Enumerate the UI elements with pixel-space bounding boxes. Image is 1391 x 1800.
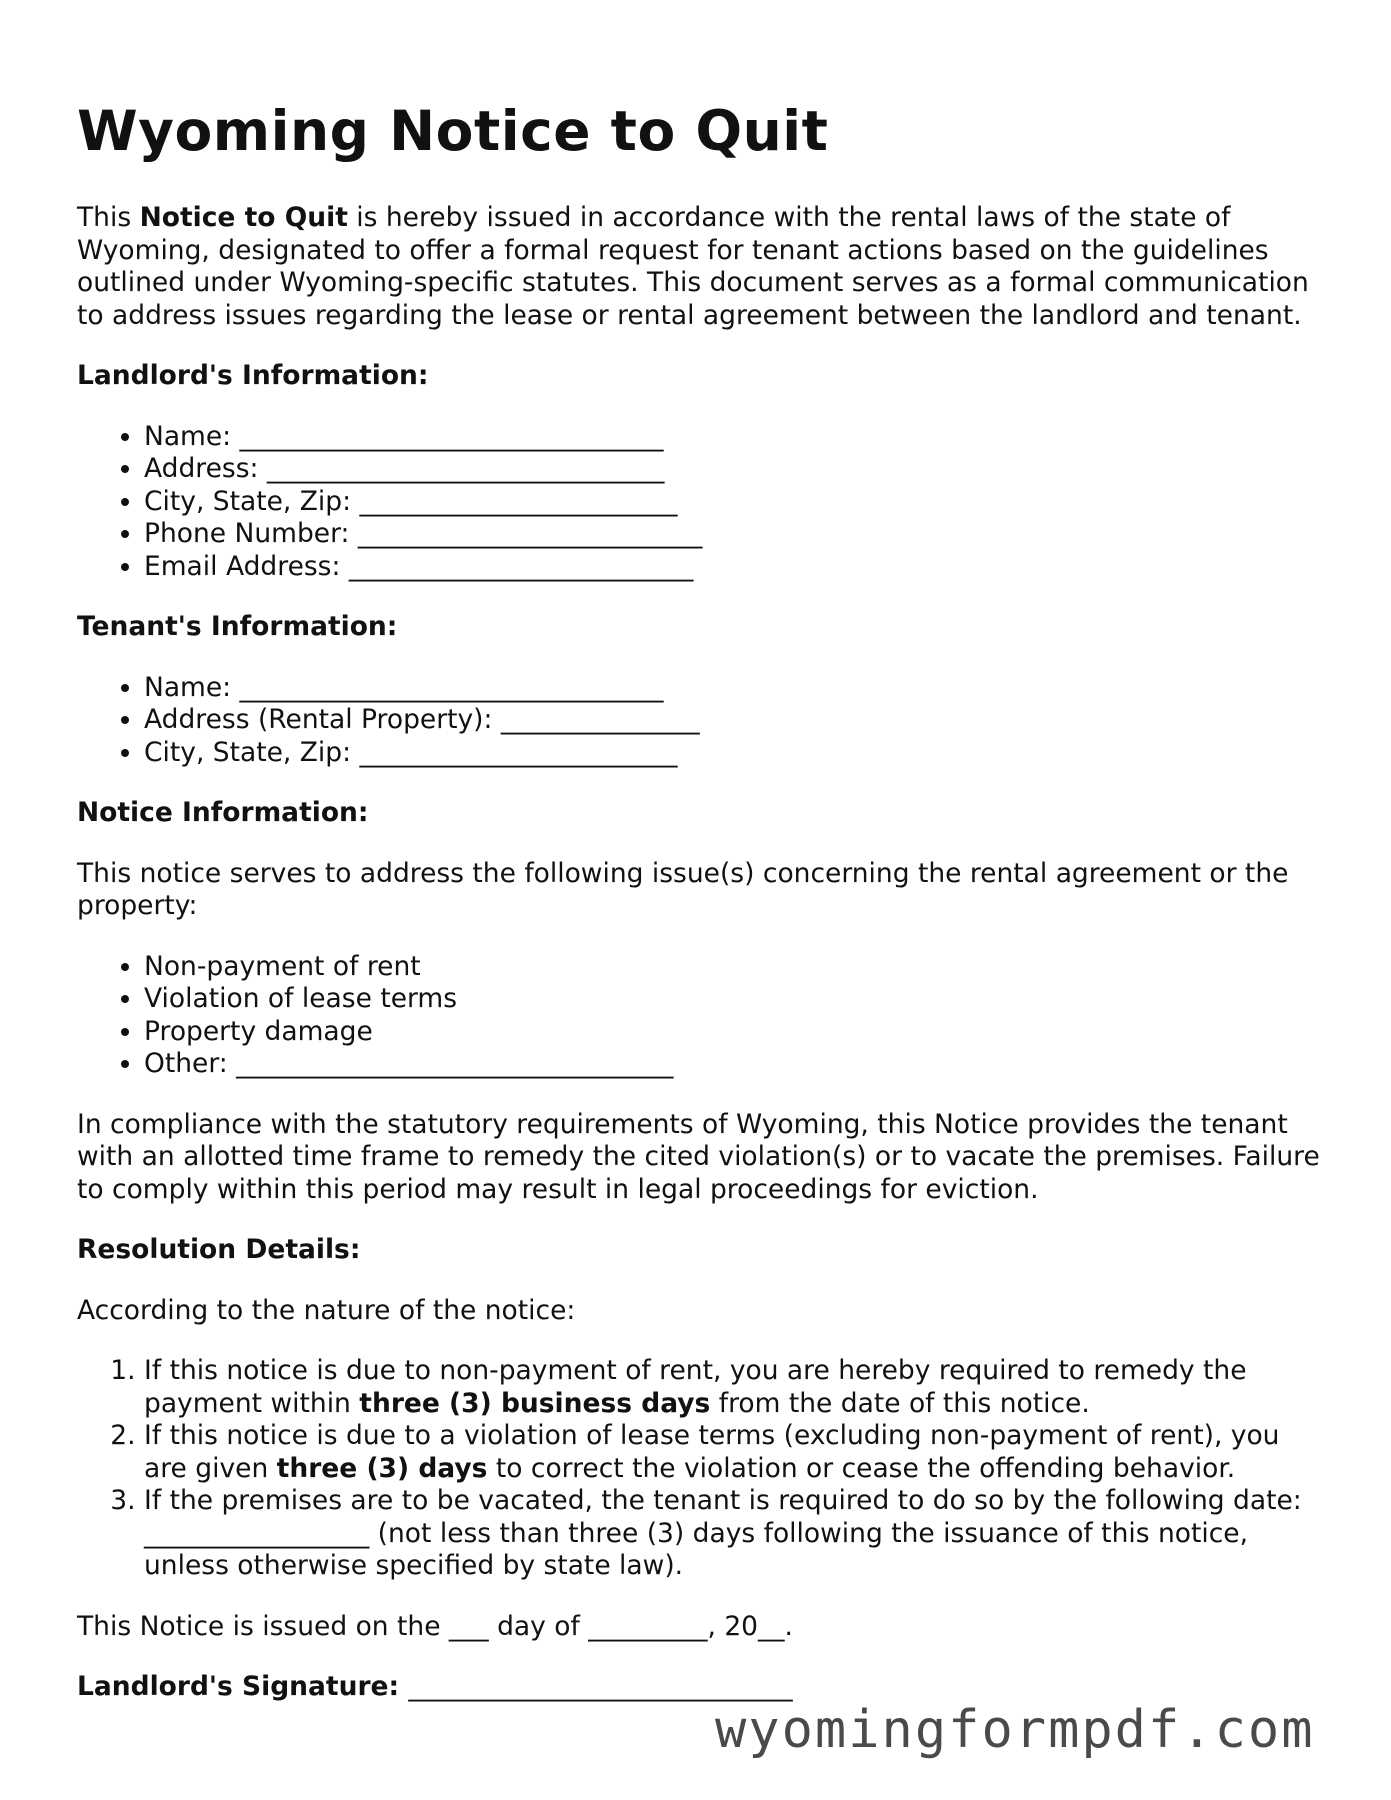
list-item <box>144 421 1327 454</box>
field-blank[interactable]: ________________________________ <box>239 420 664 452</box>
intro-suffix: is hereby issued in accordance with the rental laws of the state of Wyoming, designated to offer a formal request for tenant actions based on the guidelines outlined under Wyoming-specific statutes. This document serves as a formal communication to address issues regarding the lease or rental agreement between the landlord and tenant. <box>77 202 1309 331</box>
intro-paragraph <box>77 202 1327 332</box>
field-label: Name: <box>144 420 240 452</box>
field-label: City, State, Zip: <box>144 736 360 768</box>
item-bold: three (3) days <box>276 1452 488 1484</box>
field-label: Address: <box>144 453 267 484</box>
item-text: If this notice is due to non-payment of rent, you are hereby required to remedy the payment within <box>144 1355 1247 1419</box>
resolution-list <box>77 1355 1327 1583</box>
list-item <box>144 1048 1327 1081</box>
field-blank[interactable]: ________________________ <box>359 485 678 517</box>
item-text: from the date of this notice. <box>710 1387 1090 1419</box>
tenant-heading: Tenant's Information: <box>77 611 398 642</box>
intro-bold: Notice to Quit <box>139 202 348 233</box>
field-blank[interactable]: _______________ <box>500 704 700 735</box>
item-text: If the premises are to be vacated, the tenant is required to do so by the following date: <box>144 1485 1302 1516</box>
list-item: • Non-payment of rent <box>144 951 1327 984</box>
vacate-date-blank[interactable]: _________________ <box>144 1517 370 1549</box>
field-label: Address (Rental Property): <box>144 704 501 735</box>
field-blank[interactable]: __________________________ <box>357 518 703 549</box>
signature-blank[interactable]: _____________________________ <box>408 1671 793 1702</box>
list-item <box>144 1355 1327 1420</box>
other-blank[interactable]: _________________________________ <box>236 1048 674 1079</box>
list-item: • Property damage <box>144 1016 1327 1049</box>
notice-heading: Notice Information: <box>77 797 369 828</box>
page-title: Wyoming Notice to Quit <box>77 99 829 163</box>
list-item <box>144 486 1327 519</box>
item-text: to correct the violation or cease the offending behavior. <box>487 1452 1236 1484</box>
field-blank[interactable]: ______________________________ <box>266 453 665 484</box>
signature-line <box>77 1671 1327 1704</box>
list-item <box>144 1420 1327 1485</box>
landlord-info-list <box>77 421 1327 584</box>
issues-list <box>77 951 1327 1081</box>
list-item <box>144 551 1327 584</box>
list-item <box>144 704 1327 737</box>
list-item <box>144 453 1327 486</box>
field-blank[interactable]: ________________________ <box>359 736 678 768</box>
landlord-heading: Landlord's Information: <box>77 360 429 391</box>
field-blank[interactable]: ________________________________ <box>239 671 664 703</box>
list-item <box>144 1485 1327 1583</box>
signature-label: Landlord's Signature: <box>77 1671 409 1702</box>
resolution-intro: According to the nature of the notice: <box>77 1294 576 1326</box>
item-text: If this notice is due to a violation of lease terms (excluding non-payment of rent), you are given <box>144 1420 1280 1484</box>
field-label: Email Address: <box>144 550 349 582</box>
tenant-info-list <box>77 672 1327 770</box>
list-item <box>144 518 1327 551</box>
list-item <box>144 737 1327 770</box>
document-page <box>77 96 1327 1704</box>
notice-paragraph: This notice serves to address the following issue(s) concerning the rental agreement or the property: <box>77 857 1289 921</box>
intro-prefix: This <box>77 202 140 233</box>
other-label: Other: <box>144 1048 237 1079</box>
resolution-heading: Resolution Details: <box>77 1234 361 1265</box>
field-label: Name: <box>144 671 240 703</box>
list-item <box>144 672 1327 705</box>
field-label: City, State, Zip: <box>144 485 360 517</box>
watermark: wyomingformpdf.com <box>715 1700 1315 1760</box>
item-bold: three (3) business days <box>359 1387 711 1419</box>
compliance-paragraph: In compliance with the statutory requirements of Wyoming, this Notice provides the tenant with an allotted time frame to remedy the cited violation(s) or to vacate the premises. Failure to comply within this period may result in legal proceedings for eviction. <box>77 1108 1320 1205</box>
field-blank[interactable]: __________________________ <box>348 550 694 582</box>
list-item: • Violation of lease terms <box>144 983 1327 1016</box>
field-label: Phone Number: <box>144 518 358 549</box>
item-text: (not less than three (3) days following the issuance of this notice, unless otherwise specified by state law). <box>144 1517 1249 1581</box>
issued-line: This Notice is issued on the ___ day of _________, 20__. <box>77 1610 793 1642</box>
